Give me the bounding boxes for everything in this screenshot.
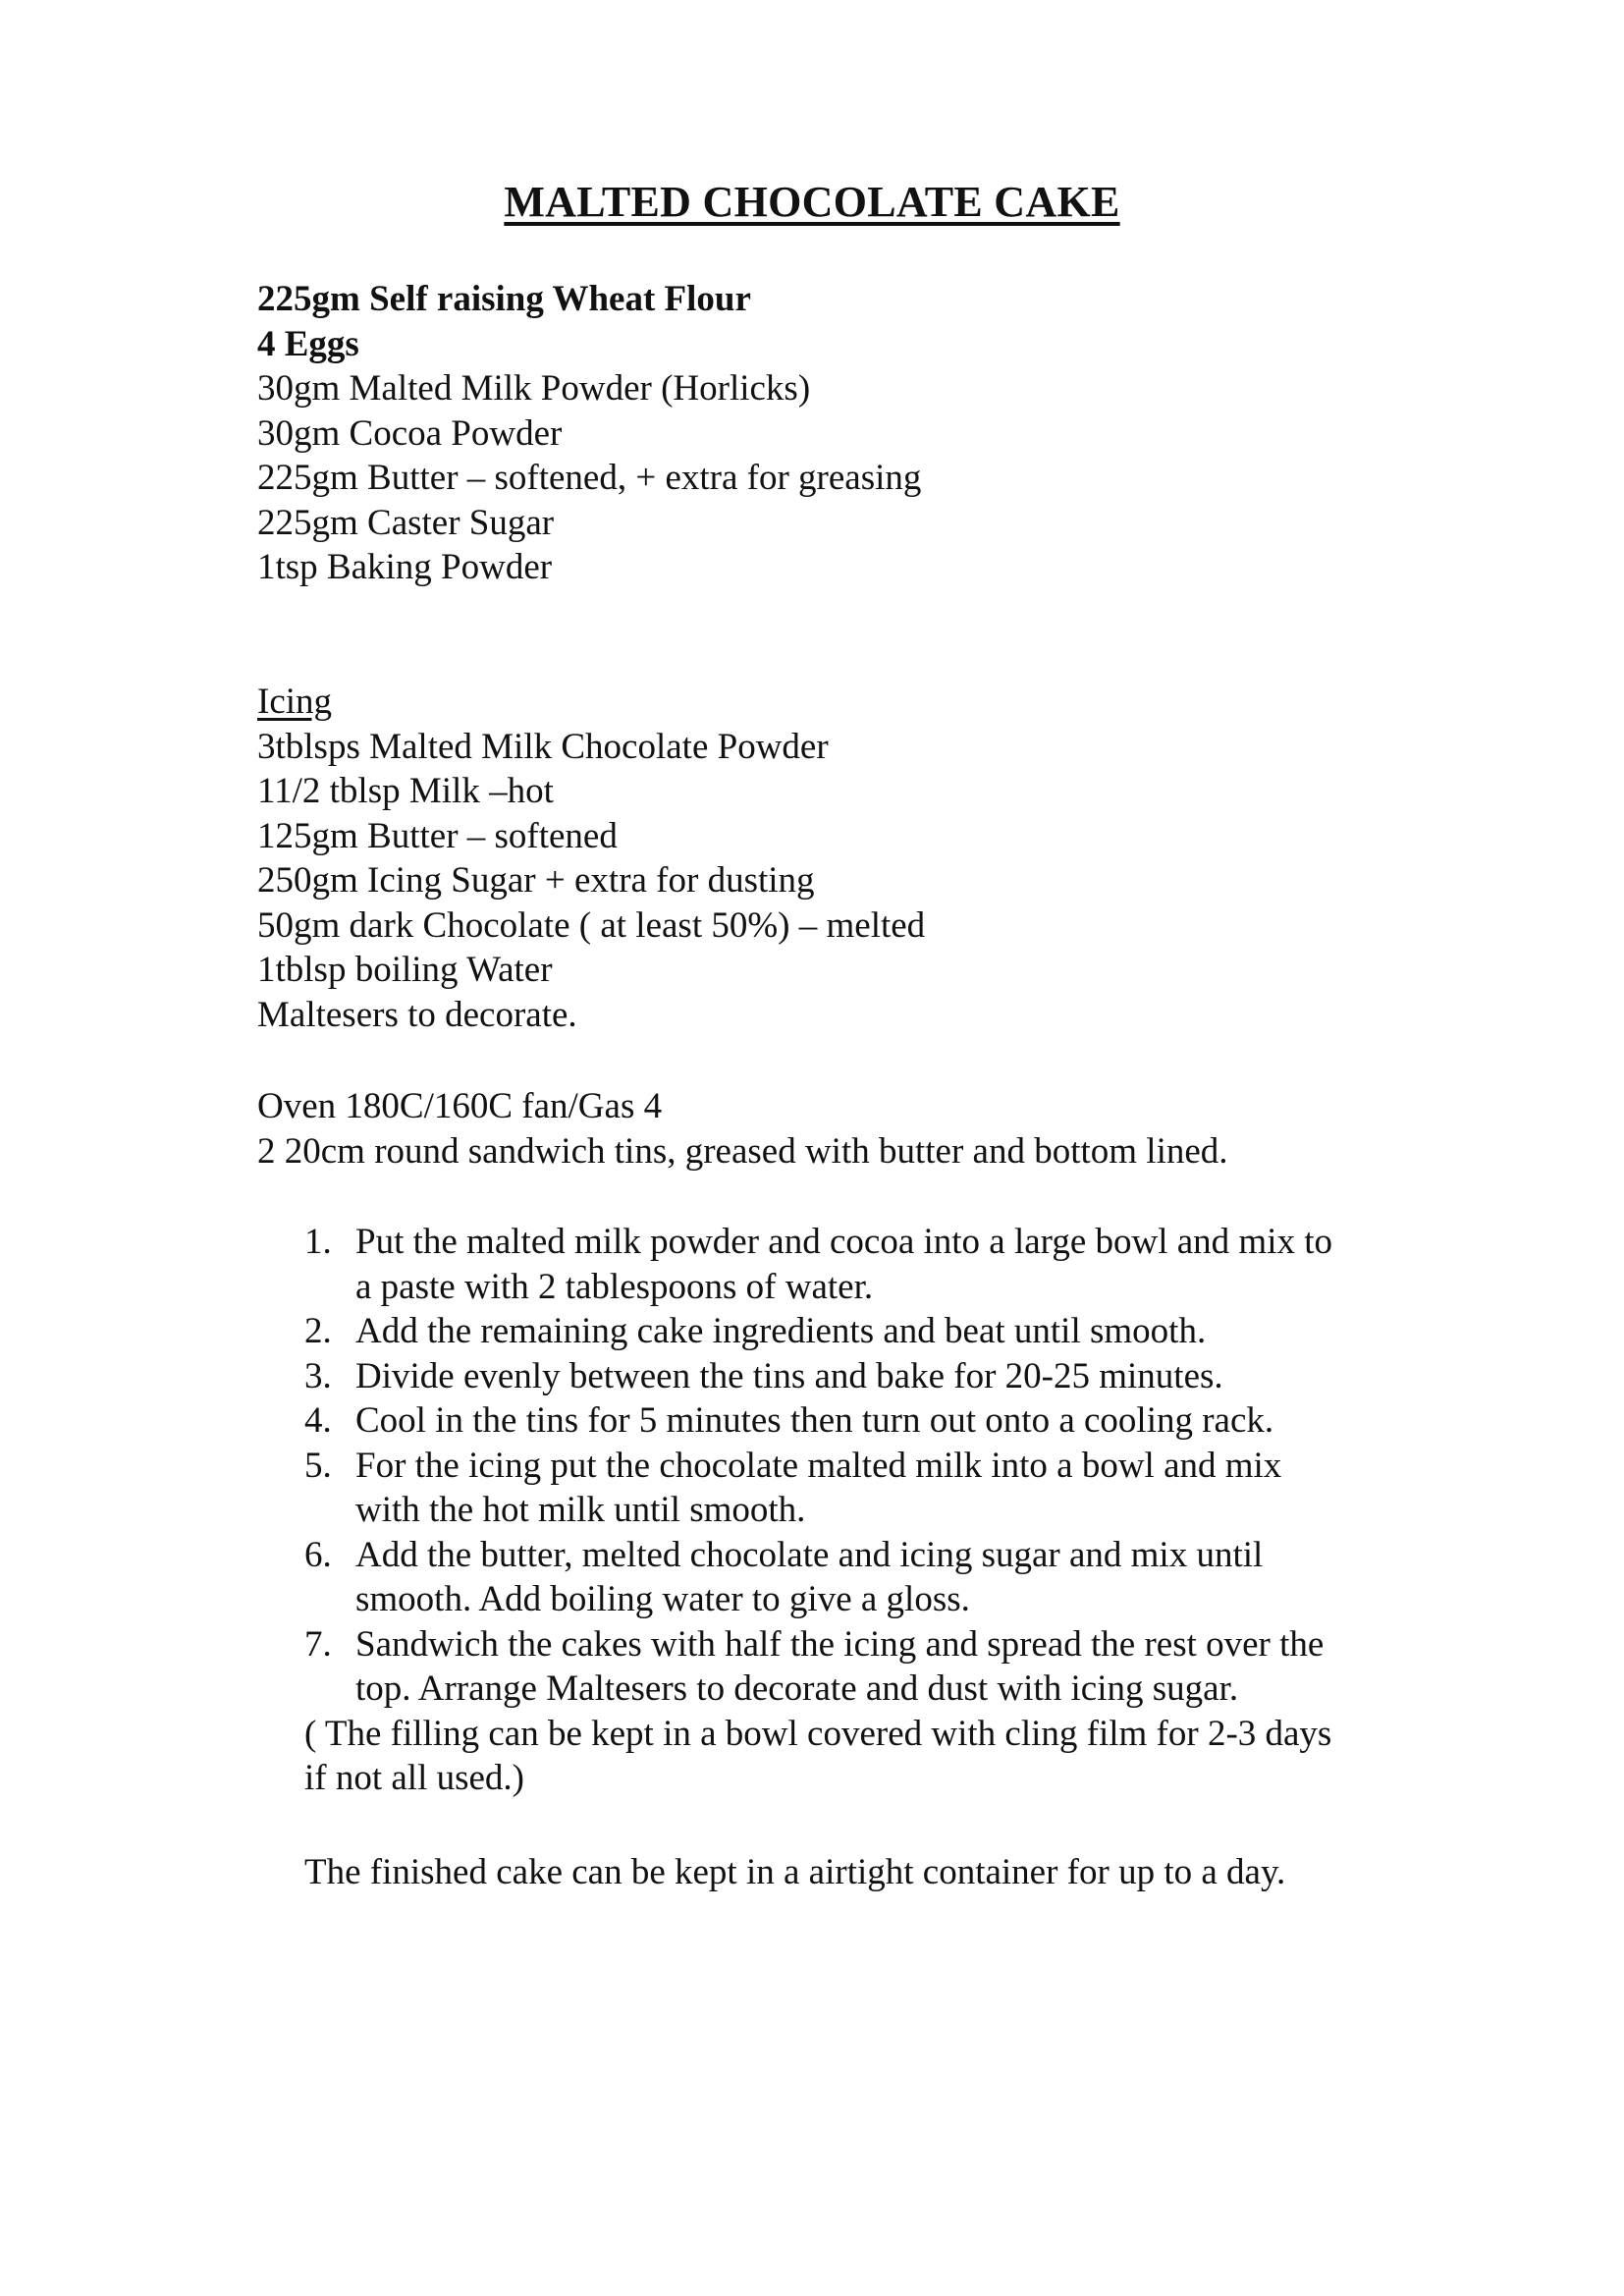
note-text: ( The filling can be kept in a bowl covered with cling film for 2-3 days (304, 1713, 1332, 1754)
icing-ingredients-list (257, 680, 925, 1037)
ingredient-item: 30gm Malted Milk Powder (Horlicks) (257, 368, 811, 409)
method-step (304, 1309, 1434, 1354)
step-text: Cool in the tins for 5 minutes then turn out onto a cooling rack. (355, 1400, 1274, 1441)
ingredient-item: 225gm Caster Sugar (257, 502, 555, 543)
tin-preparation: 2 20cm round sandwich tins, greased with butter and bottom lined. (257, 1130, 1228, 1172)
step-number: 1. (304, 1222, 332, 1262)
step-text: Sandwich the cakes with half the icing and spread the rest over the (355, 1623, 1325, 1665)
step-number: 2. (304, 1311, 332, 1351)
icing-item: 125gm Butter – softened (257, 815, 618, 856)
step-number: 3. (304, 1355, 332, 1396)
step-number: 6. (304, 1534, 332, 1575)
icing-item: 3tblsps Malted Milk Chocolate Powder (257, 726, 829, 767)
oven-instructions (257, 1084, 1228, 1174)
step-number: 7. (304, 1623, 332, 1665)
step-text: with the hot milk until smooth. (355, 1490, 806, 1530)
step-text: smooth. Add boiling water to give a gloss. (355, 1579, 970, 1619)
method-step (304, 1622, 1434, 1712)
method-step (304, 1444, 1434, 1533)
method-step (304, 1354, 1434, 1399)
ingredient-item: 225gm Self raising Wheat Flour (257, 279, 751, 319)
step-number: 4. (304, 1400, 332, 1441)
method-step (304, 1398, 1434, 1444)
icing-heading: Icing (257, 682, 333, 722)
step-text: For the icing put the chocolate malted milk into a bowl and mix (355, 1445, 1282, 1486)
step-text: top. Arrange Maltesers to decorate and dust with icing sugar. (355, 1668, 1239, 1709)
icing-item: Maltesers to decorate. (257, 994, 577, 1035)
ingredient-item: 1tsp Baking Powder (257, 547, 553, 587)
filling-note (304, 1712, 1434, 1801)
ingredient-item: 30gm Cocoa Powder (257, 412, 563, 454)
method-steps-list (304, 1220, 1434, 1801)
recipe-title: MALTED CHOCOLATE CAKE (504, 178, 1120, 226)
step-number: 5. (304, 1445, 332, 1486)
method-step (304, 1220, 1434, 1309)
cake-ingredients-list (257, 277, 921, 590)
note-text: if not all used.) (304, 1758, 525, 1798)
step-text: a paste with 2 tablespoons of water. (355, 1266, 874, 1307)
oven-temperature: Oven 180C/160C fan/Gas 4 (257, 1086, 663, 1126)
ingredient-item: 225gm Butter – softened, + extra for greasing (257, 458, 922, 498)
step-text: Divide evenly between the tins and bake for 20-25 minutes. (355, 1355, 1223, 1396)
icing-item: 50gm dark Chocolate ( at least 50%) – melted (257, 904, 926, 946)
icing-item: 11/2 tblsp Milk –hot (257, 771, 554, 811)
step-text: Add the butter, melted chocolate and icing sugar and mix until (355, 1534, 1264, 1575)
step-text: Put the malted milk powder and cocoa into a large bowl and mix to (355, 1222, 1333, 1262)
icing-item: 1tblsp boiling Water (257, 950, 553, 990)
icing-item: 250gm Icing Sugar + extra for dusting (257, 860, 815, 901)
step-text: Add the remaining cake ingredients and beat until smooth. (355, 1311, 1207, 1351)
method-step (304, 1533, 1434, 1622)
ingredient-item: 4 Eggs (257, 323, 359, 364)
storage-note: The finished cake can be kept in a airtight container for up to a day. (304, 1852, 1286, 1892)
